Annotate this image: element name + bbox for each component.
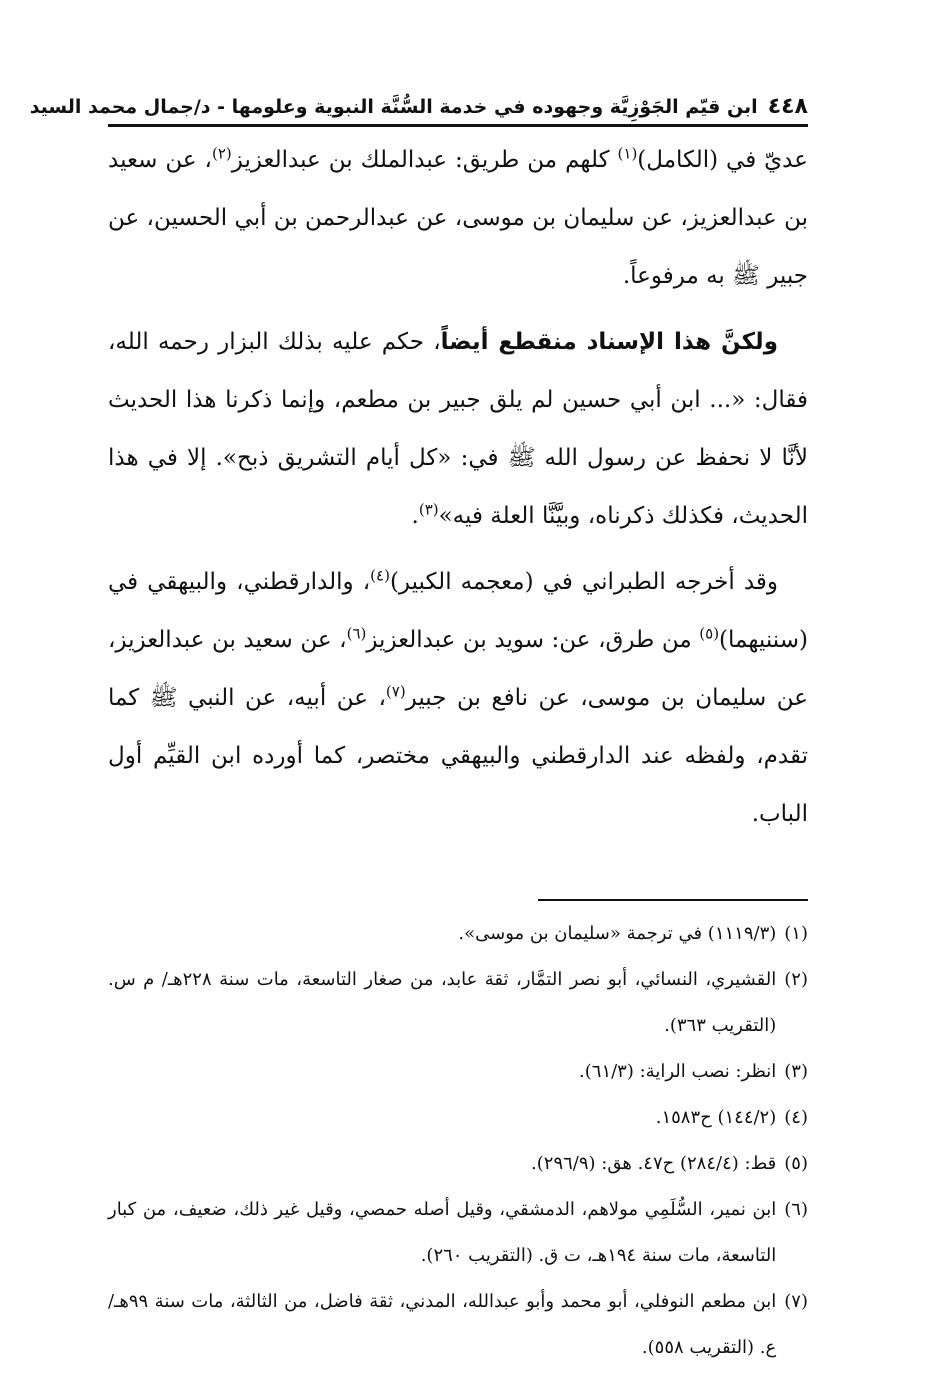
page-number: ٤٤٨ (767, 94, 808, 119)
paragraph-3 (108, 553, 808, 843)
footnote-1 (108, 911, 808, 957)
footnote-text: ابن نمير، السُّلَمِي مولاهم، الدمشقي، وقيل أصله حمصي، وقيل غير ذلك، ضعيف، من كبار التاسعة، مات سنة ١٩٤هـ، ت ق. (التقريب ٢٦٠). (108, 1199, 777, 1266)
paragraph-1-text-c: ، عن سعيد بن عبدالعزيز، عن سليمان بن موسى، عن عبدالرحمن بن أبي الحسين، عن جبير ﷺ به مرفوعاً. (108, 147, 808, 289)
footnote-number: (٧) (784, 1291, 808, 1312)
footnote-text: القشيري، النسائي، أبو نصر التمَّار، ثقة عابد، من صغار التاسعة، مات سنة ٢٢٨هـ/ م س. (التقريب ٣٦٣). (108, 969, 777, 1036)
footnote-number: (٣) (784, 1061, 808, 1082)
paragraph-2-bold-lead: ولكنَّ هذا الإسناد منقطع أيضاً (440, 329, 778, 355)
paragraph-3-text-e: ، عن أبيه، عن النبي ﷺ كما تقدم، ولفظه عند الدارقطني والبيهقي مختصر، كما أورده ابن القيِّم أول الباب. (108, 685, 808, 827)
footnote-text: (١٤٤/٢) ح١٥٨٣. (655, 1107, 777, 1128)
footnote-number: (١) (784, 923, 808, 944)
paragraph-2-text-a: ، حكم عليه بذلك البزار رحمه الله، فقال: «... ابن أبي حسين لم يلق جبير بن مطعم، وإنما ذكرنا هذا الحديث لأنَّا لا نحفظ عن رسول الله ﷺ في: «كل أيام التشريق ذبح». إلا في هذا الحديث، فكذلك ذكرناه، وبيَّنَّا العلة فيه» (108, 329, 808, 529)
paragraph-2-text-b: . (411, 503, 419, 529)
main-text (108, 131, 808, 843)
footnotes (108, 911, 808, 1371)
footnote-number: (٦) (784, 1199, 808, 1220)
footnote-number: (٢) (784, 969, 808, 990)
footnote-text: انظر: نصب الراية: (٦١/٣). (579, 1061, 777, 1082)
footnote-number: (٥) (784, 1153, 808, 1174)
footnote-ref-7: (٧) (385, 682, 406, 701)
footnote-ref-3: (٣) (418, 500, 439, 519)
footnote-ref-4: (٤) (370, 566, 390, 585)
paragraph-1-text-b: كلهم من طريق: عبدالملك بن عبدالعزيز (231, 147, 618, 173)
footnote-7 (108, 1279, 808, 1371)
footnote-4 (108, 1095, 808, 1141)
footnote-3 (108, 1049, 808, 1095)
footnote-ref-2: (٢) (211, 144, 232, 163)
paragraph-2 (108, 313, 808, 545)
running-header (29, 92, 808, 127)
footnote-ref-5: (٥) (699, 624, 720, 643)
footnote-2 (108, 957, 808, 1049)
paragraph-3-text-c: من طرق، عن: سويد بن عبدالعزيز (366, 627, 700, 653)
footnote-5 (108, 1141, 808, 1187)
footnote-text: قط: (٢٨٤/٤) ح٤٧. هق: (٢٩٦/٩). (531, 1153, 777, 1174)
footnote-text: (١١١٩/٣) في ترجمة «سليمان بن موسى». (458, 923, 777, 944)
footnote-number: (٤) (784, 1107, 808, 1128)
footnote-separator (538, 899, 808, 901)
footnote-6 (108, 1187, 808, 1279)
book-page (29, 92, 809, 1371)
paragraph-1 (108, 131, 808, 305)
paragraph-1-text-a: عديّ في (الكامل) (637, 147, 808, 173)
paragraph-3-text-d: ، عن سعيد بن عبدالعزيز، عن سليمان بن موسى، عن نافع بن جبير (108, 627, 809, 711)
paragraph-3-text-b: ، والدارقطني، والبيهقي في (سننيهما) (108, 569, 808, 653)
footnote-ref-6: (٦) (346, 624, 367, 643)
running-title: ابن قيّم الجَوْزِيَّة وجهوده في خدمة السُّنَّة النبوية وعلومها - د/جمال محمد السيد (29, 96, 758, 118)
paragraph-3-text-a: وقد أخرجه الطبراني في (معجمه الكبير) (389, 569, 778, 595)
footnote-text: ابن مطعم النوفلي، أبو محمد وأبو عبدالله، المدني، ثقة فاضل، من الثالثة، مات سنة ٩٩هـ/ ع. (التقريب ٥٥٨). (108, 1291, 777, 1358)
footnote-ref-1: (١) (617, 144, 638, 163)
